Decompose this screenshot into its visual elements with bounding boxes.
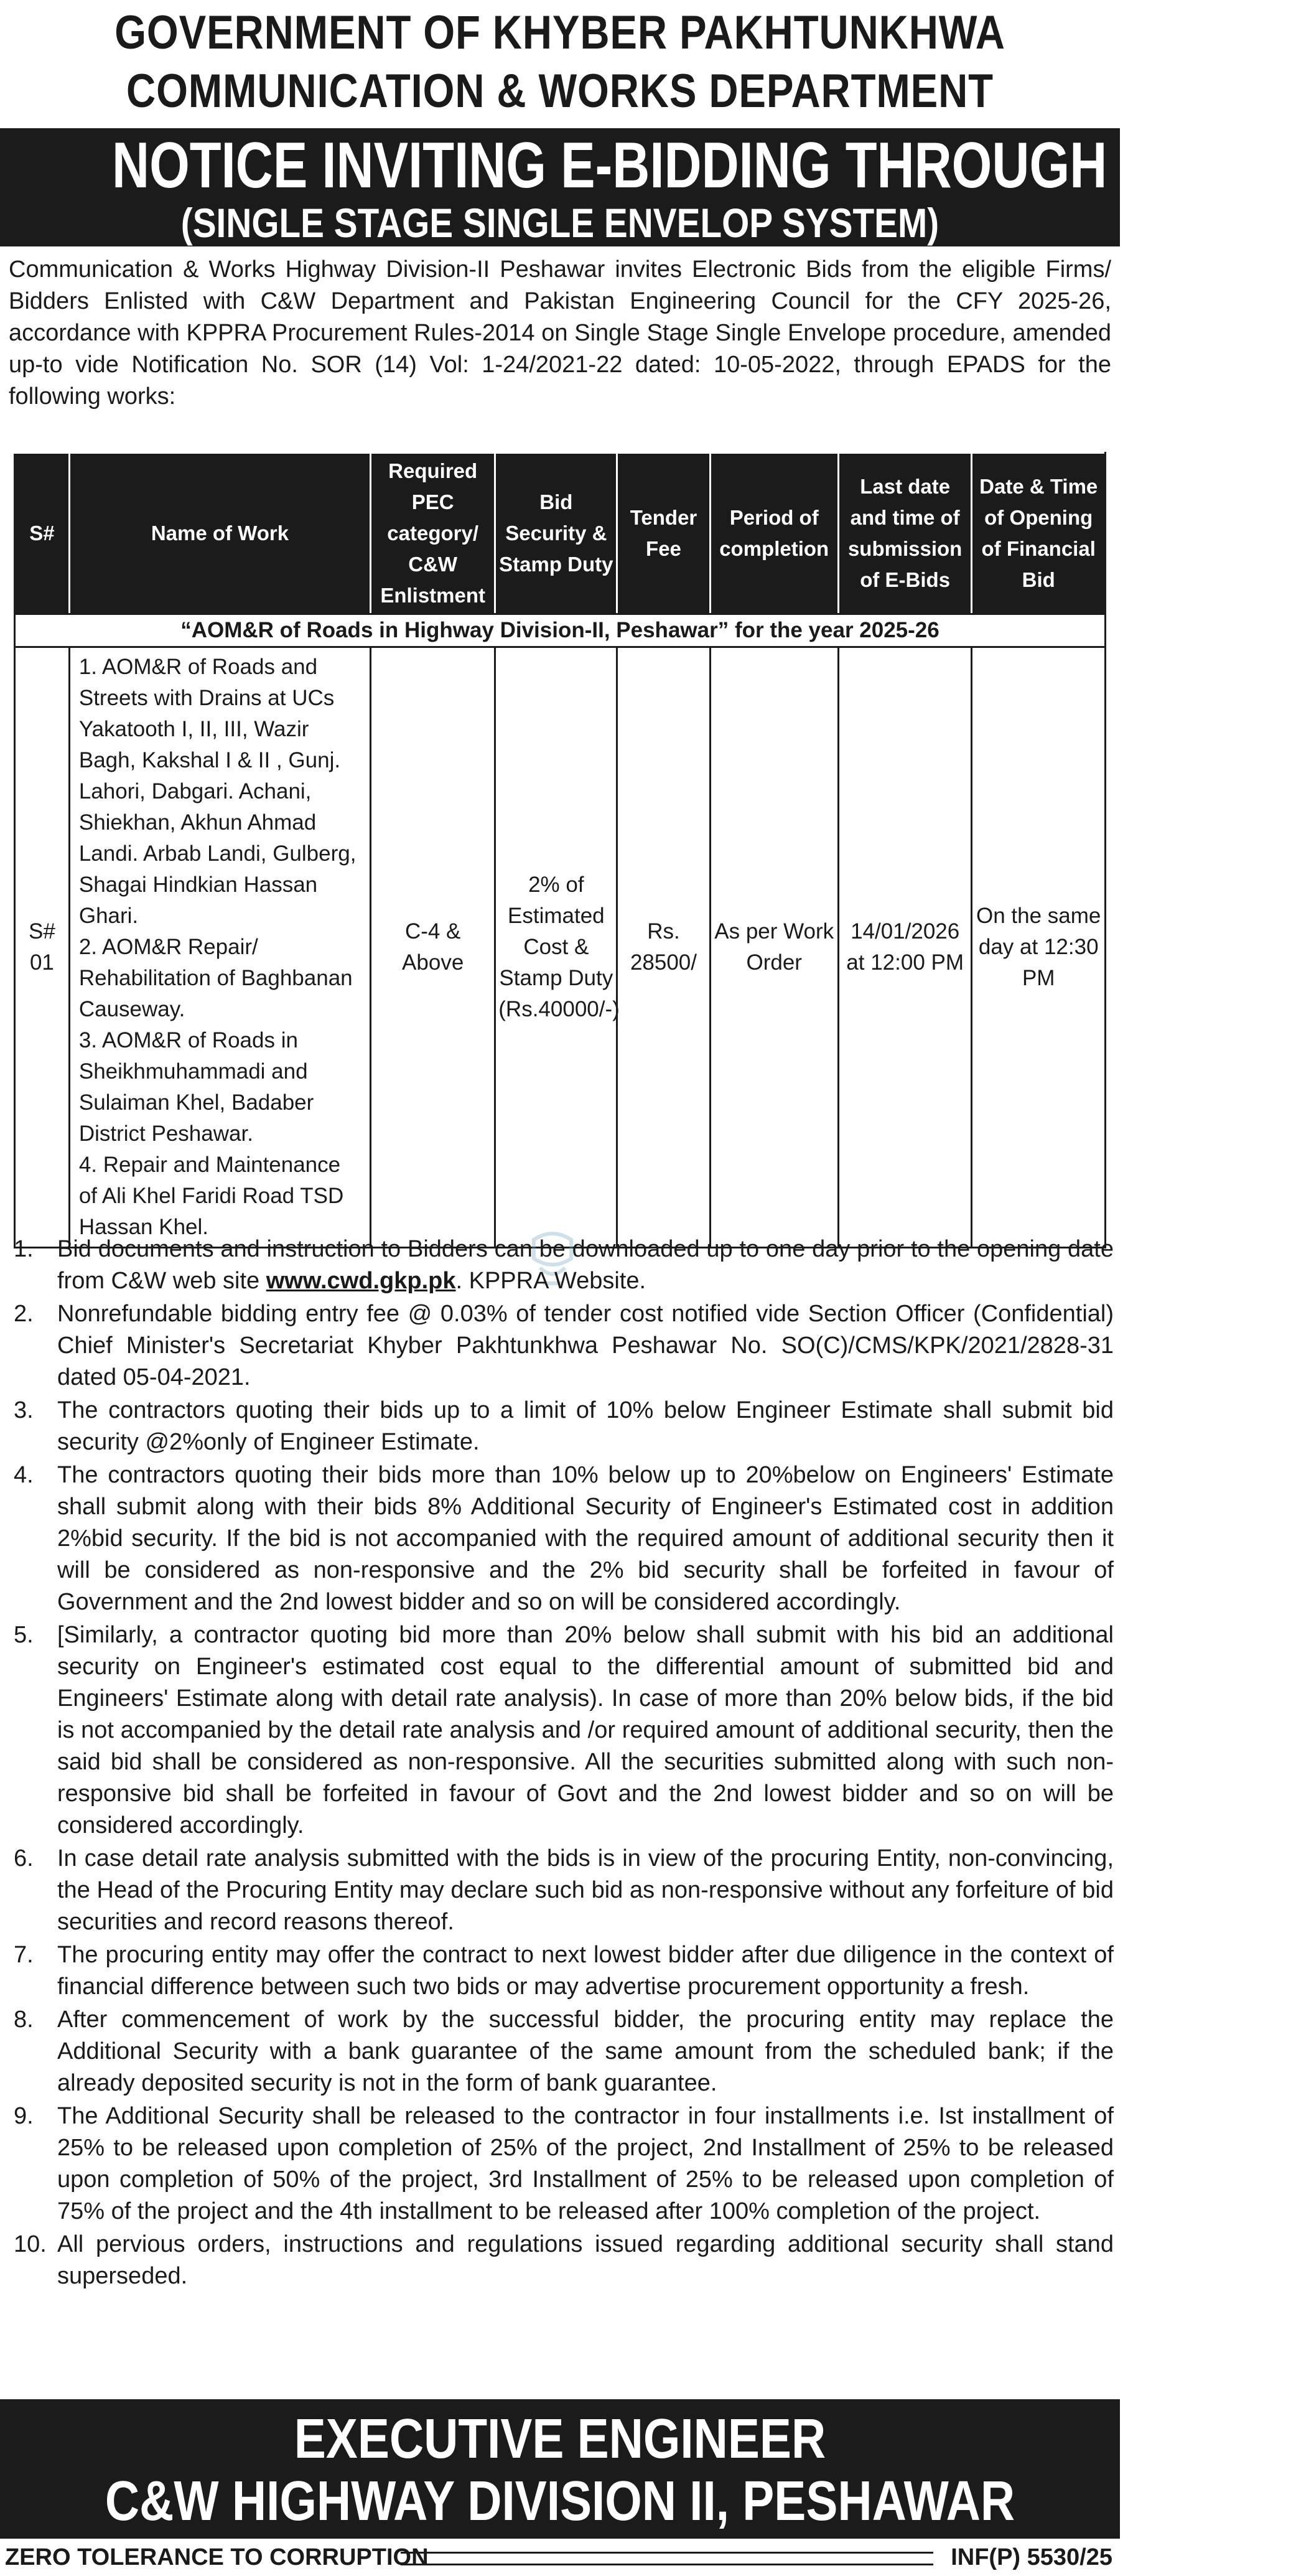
- cell-period: As per Work Order: [710, 647, 838, 1248]
- work-item-2: 2. AOM&R Repair/ Rehabilitation of Baghbanan Causeway.: [78, 935, 353, 1021]
- section-title: “AOM&R of Roads in Highway Division-II, Peshawar” for the year 2025-26: [15, 614, 1106, 647]
- reference-number: INF(P) 5530/25: [951, 2544, 1112, 2570]
- col-header-name-of-work: Name of Work: [69, 453, 370, 614]
- signature-band: [0, 2399, 1120, 2539]
- list-item: 3. The contractors quoting their bids up to a limit of 10% below Engineer Estimate shall submit bid security @2%only of Engineer Estimate.: [14, 1397, 1114, 1455]
- department-header: [78, 4, 1042, 121]
- intro-paragraph: Communication & Works Highway Division-II Peshawar invites Electronic Bids from the eligible Firms/ Bidders Enlisted with C&W Department and Pakistan Engineering Council for the CFY 2025-26, accordance with KPPRA Procurement Rules-2014 on Single Stage Single Envelope procedure, amended up-to vide Notification No. SOR (14) Vol: 1-24/2021-22 dated: 10-05-2022, through EPADS for the following works:: [9, 256, 1111, 410]
- table-row: [15, 647, 1106, 1248]
- list-item: 4. The contractors quoting their bids more than 10% below up to 20%below on Engineers' Estimate shall submit along with their bids 8% Additional Security of Engineer's Estimated cost in addition 2%bid security. If the bid is not accompanied with the required amount of additional security then it will be considered as non-responsive and the 2% bid security shall be forfeited in favour of Government and the 2nd lowest bidder and so on will be considered accordingly.: [14, 1462, 1114, 1615]
- slogan: ZERO TOLERANCE TO CORRUPTION: [5, 2544, 429, 2570]
- cell-name-of-work: [69, 647, 370, 1248]
- list-item: 5. [Similarly, a contractor quoting bid more than 20% below shall submit with his bid an additional security on Engineer's estimated cost equal to the differential amount of submitted bid and Engineers' Estimate along with detail rate analysis). In case of more than 20% below bids, if the bid is not accompanied by the detail rate analysis and /or required amount of additional security, then the said bid shall be considered as non-responsive. All the securities submitted along with such non-responsive bid shall be forfeited in favour of Govt and the 2nd lowest bidder and so on will be considered accordingly.: [14, 1622, 1114, 1838]
- list-item: 10. All pervious orders, instructions and regulations issued regarding additional security shall stand superseded.: [14, 2231, 1114, 2289]
- list-item: 1. Bid documents and instruction to Bidders can be downloaded up to one day prior to the opening date from C&W web site www.cwd.gkp.pk. KPPRA Website.: [14, 1236, 1114, 1294]
- list-item: 8. After commencement of work by the successful bidder, the procuring entity may replace the Additional Security with a bank guarantee of the same amount from the scheduled bank; if the already deposited security is not in the form of bank guarantee.: [14, 2007, 1114, 2096]
- list-item: 2. Nonrefundable bidding entry fee @ 0.03% of tender cost notified vide Section Officer (Confidential) Chief Minister's Secretariat Khyber Pakhtunkhwa Peshawar No. SO(C)/CMS/KPK/2021/2828-31 dated 05-04-2021.: [14, 1301, 1114, 1390]
- table-section-row: [15, 614, 1106, 647]
- divider: [401, 2552, 933, 2565]
- department-name: COMMUNICATION & WORKS DEPARTMENT: [126, 65, 994, 118]
- col-header-bid-security: Bid Security & Stamp Duty: [495, 453, 617, 614]
- list-item: 9. The Additional Security shall be released to the contractor in four installments i.e. Ist installment of 25% to be released upon completion of 25% of the project, 2nd Installment of 25% to be released upon completion of 50% of the project, 3rd Installment of 25% to be released upon completion of 75% of the project and the 4th installment to be released after 100% completion of the project.: [14, 2103, 1114, 2224]
- col-header-last-date: Last date and time of submission of E-Bids: [838, 453, 972, 614]
- cell-tender-fee: Rs. 28500/: [617, 647, 710, 1248]
- notice-title: NOTICE INVITING E-BIDDING THROUGH EPADS: [112, 129, 1296, 202]
- notice-subtitle: (SINGLE STAGE SINGLE ENVELOP SYSTEM): [180, 200, 939, 246]
- website-link[interactable]: www.cwd.gkp.pk: [266, 1268, 456, 1294]
- government-name: GOVERNMENT OF KHYBER PAKHTUNKHWA: [114, 6, 1005, 59]
- cell-last-date: 14/01/2026 at 12:00 PM: [838, 647, 972, 1248]
- cell-sno: S# 01: [15, 647, 70, 1248]
- col-header-pec-category: Required PEC category/ C&W Enlistment: [371, 453, 495, 614]
- bottom-strip: [0, 2541, 1120, 2572]
- terms-list: [0, 1234, 1114, 2293]
- notice-title-band: [0, 128, 1296, 246]
- cell-opening: On the same day at 12:30 PM: [972, 647, 1106, 1248]
- list-item: 6. In case detail rate analysis submitted with the bids is in view of the procuring Entity, non-convincing, the Head of the Procuring Entity may declare such bid as non-responsive without any forfeiture of bid securities and record reasons thereof.: [14, 1845, 1114, 1935]
- cell-category: C-4 & Above: [371, 647, 495, 1248]
- work-item-3: 3. AOM&R of Roads in Sheikhmuhammadi and Sulaiman Khel, Badaber District Peshawar.: [78, 1028, 314, 1146]
- col-header-tender-fee: Tender Fee: [617, 453, 710, 614]
- signatory-office: C&W HIGHWAY DIVISION II, PESHAWAR: [105, 2470, 1015, 2532]
- work-item-4: 4. Repair and Maintenance of Ali Khel Faridi Road TSD Hassan Khel.: [78, 1153, 344, 1239]
- work-item-1: 1. AOM&R of Roads and Streets with Drains at UCs Yakatooth I, II, III, Wazir Bagh, Kakshal I & II , Gunj. Lahori, Dabgari. Achani, Shiekhan, Akhun Ahmad Landi. Arbab Landi, Gulberg, Shagai Hindkian Hassan Ghari.: [78, 655, 357, 928]
- cell-bid-security: 2% of Estimated Cost & Stamp Duty (Rs.40000/-): [495, 647, 617, 1248]
- col-header-period: Period of completion: [710, 453, 838, 614]
- col-header-opening: Date & Time of Opening of Financial Bid: [972, 453, 1106, 614]
- signatory-title: EXECUTIVE ENGINEER: [294, 2408, 826, 2470]
- list-item: 7. The procuring entity may offer the contract to next lowest bidder after due diligence in the context of financial difference between such two bids or may advertise procurement opportunity a fresh.: [14, 1942, 1114, 2000]
- works-table: [14, 452, 1106, 1248]
- table-header-row: [15, 453, 1106, 614]
- col-header-sno: S#: [15, 453, 70, 614]
